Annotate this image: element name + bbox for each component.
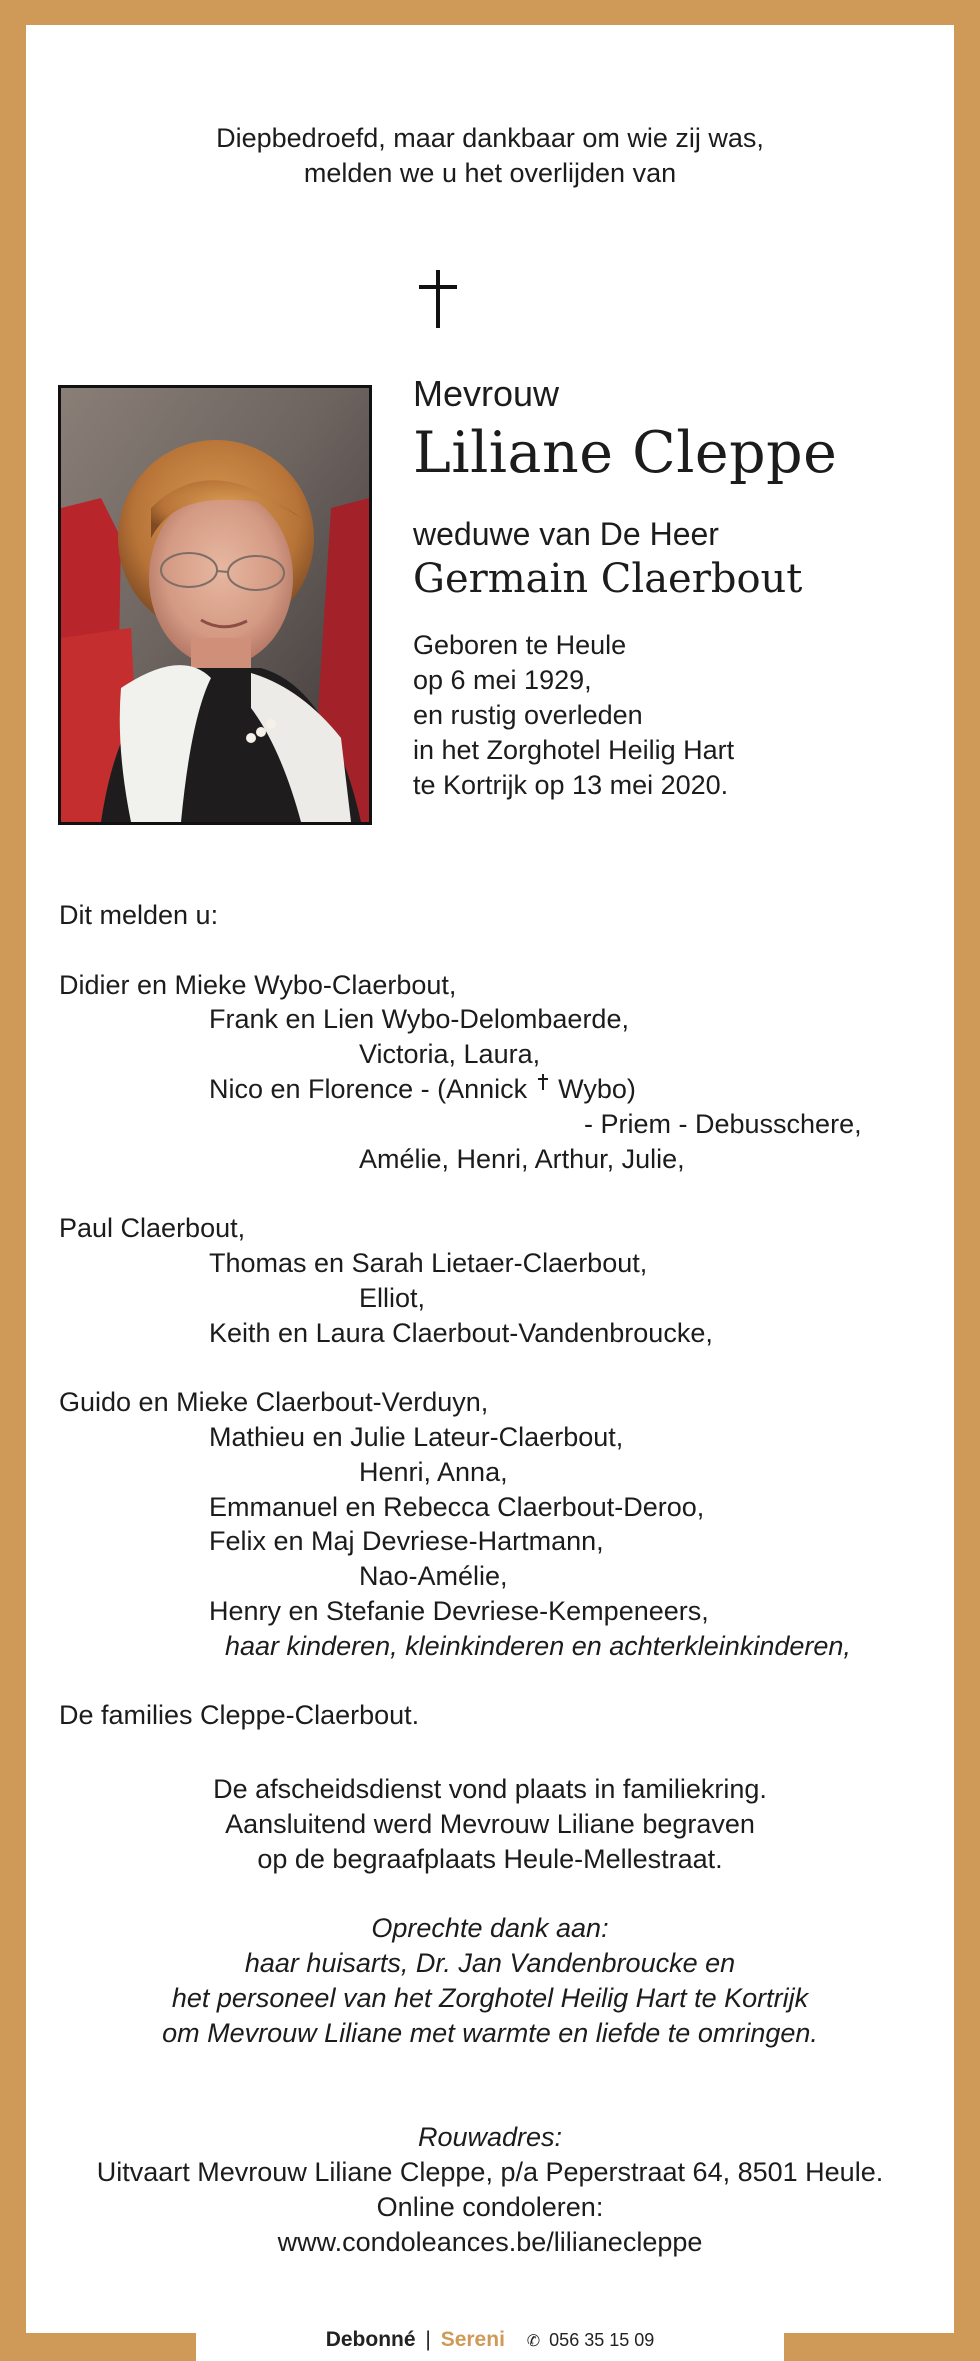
- thanks-line: haar huisarts, Dr. Jan Vandenbroucke en: [244, 1948, 736, 1978]
- family-member: Emmanuel en Rebecca Claerbout-Deroo,: [209, 1491, 705, 1522]
- family-member: Frank en Lien Wybo-Delombaerde,: [209, 1004, 629, 1035]
- widow-prefix: weduwe van De Heer: [413, 516, 719, 552]
- family-member: Paul Claerbout,: [59, 1213, 246, 1244]
- brand-debonne: Debonné: [325, 2328, 416, 2351]
- brand-sereni: Sereni: [440, 2328, 505, 2351]
- deceased-info: [413, 372, 933, 803]
- family-member: Victoria, Laura,: [359, 1039, 541, 1070]
- phone-number: [527, 2330, 655, 2350]
- footer: [0, 2328, 980, 2354]
- spouse-name: Germain Claerbout: [413, 556, 803, 602]
- family-member: [59, 1072, 939, 1107]
- family-member: Felix en Maj Devriese-Hartmann,: [209, 1526, 604, 1557]
- family-member: Keith en Laura Claerbout-Vandenbroucke,: [209, 1317, 713, 1348]
- family-member: Didier en Mieke Wybo-Claerbout,: [59, 969, 457, 1000]
- families-line: De families Cleppe-Claerbout.: [59, 1700, 420, 1731]
- intro-line: melden we u het overlijden van: [303, 158, 677, 188]
- detail-line: Geboren te Heule: [413, 630, 627, 660]
- thanks-text: [0, 1911, 980, 2051]
- family-member: Nao-Amélie,: [359, 1561, 508, 1592]
- address-line: Uitvaart Mevrouw Liliane Cleppe, p/a Peperstraat 64, 8501 Heule.: [96, 2157, 884, 2187]
- family-member-part: Nico en Florence - (Annick: [209, 1073, 528, 1104]
- family-member: Elliot,: [359, 1282, 426, 1313]
- phone-text: 056 35 15 09: [549, 2330, 655, 2350]
- deceased-title: Mevrouw: [413, 373, 560, 414]
- ceremony-line: Aansluitend werd Mevrouw Liliane begraven: [225, 1809, 755, 1839]
- family-member: Amélie, Henri, Arthur, Julie,: [359, 1143, 685, 1174]
- family-member: Henry en Stefanie Devriese-Kempeneers,: [209, 1595, 709, 1626]
- address-block: [0, 2120, 980, 2260]
- family-list: [59, 898, 939, 1733]
- family-member: Thomas en Sarah Lietaer-Claerbout,: [209, 1247, 648, 1278]
- detail-line: op 6 mei 1929,: [413, 665, 592, 695]
- cross-icon: [415, 270, 461, 328]
- family-member: Mathieu en Julie Lateur-Claerbout,: [209, 1421, 624, 1452]
- family-member: Guido en Mieke Claerbout-Verduyn,: [59, 1387, 489, 1418]
- thanks-line: Oprechte dank aan:: [371, 1913, 609, 1943]
- intro-line: Diepbedroefd, maar dankbaar om wie zij was,: [216, 123, 764, 153]
- condolence-link[interactable]: www.condoleances.be/lilianecleppe: [277, 2227, 703, 2257]
- family-member: - Priem - Debusschere,: [584, 1108, 862, 1139]
- family-member: Henri, Anna,: [359, 1456, 508, 1487]
- intro-text: [0, 121, 980, 191]
- ceremony-line: De afscheidsdienst vond plaats in familiekring.: [213, 1774, 767, 1804]
- brand-separator: |: [425, 2328, 431, 2351]
- detail-line: te Kortrijk op 13 mei 2020.: [413, 770, 729, 800]
- detail-line: in het Zorghotel Heilig Hart: [413, 735, 735, 765]
- phone-icon: ✆: [526, 2333, 541, 2350]
- birth-death-details: [413, 628, 933, 803]
- detail-line: en rustig overleden: [413, 700, 643, 730]
- ceremony-line: op de begraafplaats Heule-Mellestraat.: [257, 1844, 723, 1874]
- deceased-name: Liliane Cleppe: [413, 420, 838, 486]
- family-descendants: haar kinderen, kleinkinderen en achterkleinkinderen,: [225, 1630, 851, 1661]
- thanks-line: om Mevrouw Liliane met warmte en liefde te omringen.: [162, 2018, 818, 2048]
- condolence-label: Online condoleren:: [376, 2192, 604, 2222]
- family-heading: Dit melden u:: [59, 900, 219, 930]
- portrait-photo: [58, 385, 372, 825]
- family-member-part: Wybo): [558, 1073, 636, 1104]
- frame-top: [0, 0, 980, 25]
- address-label: Rouwadres:: [417, 2122, 563, 2152]
- thanks-line: het personeel van het Zorghotel Heilig Hart te Kortrijk: [171, 1983, 809, 2013]
- small-cross-icon: [537, 1074, 549, 1090]
- ceremony-text: [0, 1772, 980, 1877]
